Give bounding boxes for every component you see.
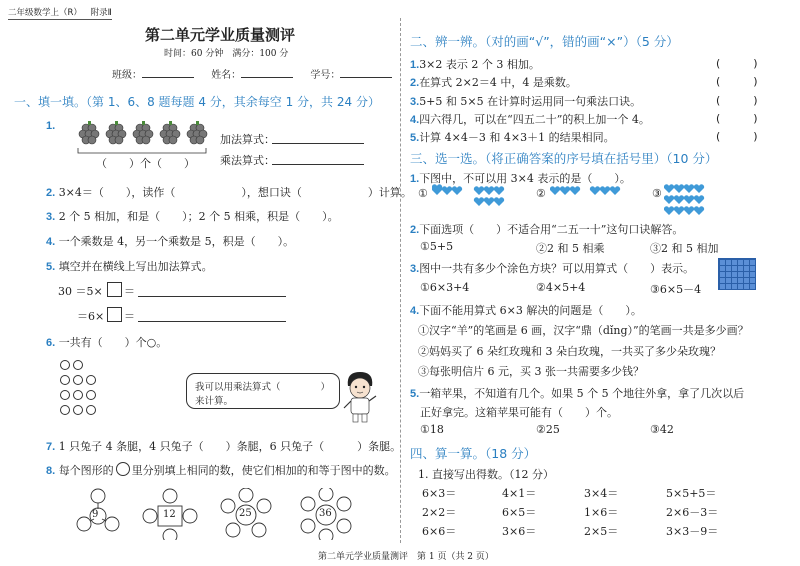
calc-0-0: 6×3＝ xyxy=(422,487,457,500)
q5-row1-text: 30 ＝5× xyxy=(58,285,103,298)
hearts-group-1-icon xyxy=(432,184,532,210)
p3-q4-opt3[interactable]: ③每张明信片 6 元，买 3 张一共需要多少钱？ xyxy=(418,365,644,378)
p2-q5-number: 5. xyxy=(410,132,420,144)
p3-q5-opt1[interactable]: ①18 xyxy=(420,423,444,436)
p3-q3-opt3[interactable]: ③6×5－4 xyxy=(650,283,702,296)
q8-text-b: 里分别填上相同的数，使它们相加的和等于图中的数。 xyxy=(131,464,396,477)
p3-q4-opt2[interactable]: ②妈妈买了 6 朵红玫瑰和 3 朵白玫瑰，一共买了多少朵玫瑰？ xyxy=(418,345,721,358)
p3-q1-text: 下图中，不可以用 3×4 表示的是（ ）。 xyxy=(419,172,631,185)
appendix-label: 附录Ⅱ xyxy=(90,8,112,18)
p2-q2-text: 在算式 2×2＝4 中，4 是乘数。 xyxy=(419,76,577,89)
p3-q2-opt3[interactable]: ③2 和 5 相加 xyxy=(650,242,719,255)
p2-q3-answer[interactable]: ( ) xyxy=(716,94,758,107)
q8-shapes xyxy=(70,488,390,540)
q1-add-answer-line[interactable] xyxy=(272,143,364,144)
p3-q3-opt2[interactable]: ②4×5+4 xyxy=(536,281,586,294)
p3-q4-text: 下面不能用算式 6×3 解决的问题是（ ）。 xyxy=(419,304,642,317)
q5-number: 5. xyxy=(46,261,56,273)
p2-q1-text: 3×2 表示 2 个 3 相加。 xyxy=(419,58,540,71)
part3-heading: 三、选一选。（将正确答案的序号填在括号里）（10 分） xyxy=(410,151,718,166)
shape-value-3: 25 xyxy=(239,508,252,519)
exam-meta: 时间：60 分钟 满分：100 分 xyxy=(164,49,289,59)
p3-q3-text: 图中一共有多少个涂色方块？可以用算式（ ）表示。 xyxy=(419,262,695,275)
calc-2-1: 3×6＝ xyxy=(502,525,537,538)
calc-0-2: 3×4＝ xyxy=(584,487,619,500)
book-title: 二年级数学上（R） xyxy=(8,8,82,18)
name-field[interactable] xyxy=(241,77,293,78)
q5-text: 填空并在横线上写出加法算式。 xyxy=(58,260,213,273)
circle-icon xyxy=(60,390,70,400)
p3-q1-opt3-label[interactable]: ③ xyxy=(652,187,662,200)
student-info xyxy=(112,66,392,81)
q1-add-label: 加法算式： xyxy=(220,133,275,146)
calc-0-1: 4×1＝ xyxy=(502,487,537,500)
class-label: 班级： xyxy=(112,70,142,81)
q2-text: 3×4＝（ ），读作（ ），想口诀（ ）计算。 xyxy=(58,186,412,199)
p3-q1-opt1-label[interactable]: ① xyxy=(418,187,428,200)
q2-number: 2. xyxy=(46,187,56,199)
q5 xyxy=(46,258,213,274)
q6-number: 6. xyxy=(46,337,56,349)
p2-q1-answer[interactable]: ( ) xyxy=(716,57,758,70)
column-divider xyxy=(400,18,402,543)
name-label: 姓名： xyxy=(211,70,242,81)
p3-q1-opt2-label[interactable]: ② xyxy=(536,187,546,200)
q1-mul-label: 乘法算式： xyxy=(220,154,275,167)
q1-brace-label: （ ）个（ ） xyxy=(96,157,195,170)
bubble-line2: 来计算。 xyxy=(195,396,234,407)
calc-0-3: 5×5+5＝ xyxy=(666,487,717,500)
p3-q1-number: 1. xyxy=(410,173,420,185)
circle-icon xyxy=(86,390,96,400)
circle-icon xyxy=(60,375,70,385)
p3-q2-text: 下面选项（ ）不适合用“二五一十”这句口诀解答。 xyxy=(419,223,684,236)
q8-shapes-svg xyxy=(70,488,390,540)
boy-illustration xyxy=(340,368,380,423)
q6-text: 一共有（ ）个○。 xyxy=(58,336,168,349)
p2-q5-text: 计算 4×4－3 和 4×3＋1 的结果相同。 xyxy=(419,131,615,144)
colored-blocks-grid xyxy=(718,258,756,290)
circle-icon xyxy=(86,375,96,385)
p2-q2-number: 2. xyxy=(410,77,420,89)
q8 xyxy=(46,462,396,478)
q7-text: 1 只兔子 4 条腿，4 只兔子（ ）条腿，6 只兔子（ ）条腿。 xyxy=(58,440,402,453)
shape-value-4: 36 xyxy=(319,508,332,519)
circle-icon xyxy=(73,405,83,415)
hearts-group-3-icon xyxy=(664,183,709,219)
q5-row2-box[interactable] xyxy=(107,307,122,322)
id-label: 学号： xyxy=(310,70,341,81)
p3-q2-number: 2. xyxy=(410,224,420,236)
p2-q3-number: 3. xyxy=(410,96,420,108)
q5-row2-line[interactable] xyxy=(138,321,286,322)
q6 xyxy=(46,334,167,350)
q3-text: 2 个 5 相加，和是（ ）；2 个 5 相乘，积是（ ）。 xyxy=(58,210,339,223)
q1-number: 1. xyxy=(46,120,56,132)
book-header xyxy=(8,6,112,20)
q4-number: 4. xyxy=(46,236,56,248)
shape-value-1: 9 xyxy=(92,509,99,520)
bubble-line1-end: ） xyxy=(320,382,331,393)
part1-heading: 一、填一填。（第 1、6、8 题每题 4 分，其余每空 1 分，共 24 分） xyxy=(14,95,380,109)
p3-q5-line2: 正好拿完。这箱苹果可能有（ ）个。 xyxy=(420,406,618,419)
bubble-line1: 我可以用乘法算式（ xyxy=(195,382,281,393)
p2-q4-answer[interactable]: ( ) xyxy=(716,112,758,125)
p3-q5-opt3[interactable]: ③42 xyxy=(650,423,674,436)
q5-row2-text: ＝6× xyxy=(77,310,105,323)
q5-row1-box[interactable] xyxy=(107,282,122,297)
p3-q5-number: 5. xyxy=(410,388,420,400)
q2 xyxy=(46,184,412,200)
p2-q3-text: 5+5 和 5×5 在计算时运用同一句乘法口诀。 xyxy=(419,95,642,108)
circle-icon xyxy=(73,375,83,385)
p2-q5-answer[interactable]: ( ) xyxy=(716,130,758,143)
q8-number: 8. xyxy=(46,465,56,477)
calc-1-1: 6×5＝ xyxy=(502,506,537,519)
id-field[interactable] xyxy=(340,77,392,78)
circle-icon xyxy=(60,405,70,415)
q4 xyxy=(46,233,294,249)
calc-1-2: 1×6＝ xyxy=(584,506,619,519)
p2-q4-number: 4. xyxy=(410,114,420,126)
calc-2-3: 3×3－9＝ xyxy=(666,525,719,538)
p3-q2-opt1[interactable]: ①5+5 xyxy=(420,240,454,253)
q3 xyxy=(46,208,339,224)
q4-text: 一个乘数是 4，另一个乘数是 5，积是（ ）。 xyxy=(58,235,295,248)
q7 xyxy=(46,438,401,454)
circle-icon xyxy=(86,405,96,415)
p2-q4-text: 四六得几，可以在“四五二十”的积上加一个 4。 xyxy=(419,113,650,126)
p2-q2-answer[interactable]: ( ) xyxy=(716,75,758,88)
calc-1-3: 2×6－3＝ xyxy=(666,506,719,519)
shape-value-2: 12 xyxy=(163,509,176,520)
hearts-group-2-icon xyxy=(550,184,630,210)
circle-icon xyxy=(73,360,83,370)
p3-q3-opt1[interactable]: ①6×3+4 xyxy=(420,281,470,294)
circle-icon xyxy=(60,360,70,370)
part4-heading: 四、算一算。（18 分） xyxy=(410,446,537,461)
page-footer: 第二单元学业质量测评 第 1 页（共 2 页） xyxy=(318,552,494,562)
q5-row1-line[interactable] xyxy=(138,296,286,297)
circle-icon xyxy=(73,390,83,400)
p3-q5-line1: 一箱苹果，不知道有几个。如果 5 个 5 个地往外拿，拿了几次以后 xyxy=(419,387,745,400)
q8-text-a: 每个图形的 xyxy=(58,464,114,477)
calc-1-0: 2×2＝ xyxy=(422,506,457,519)
p2-q1-number: 1. xyxy=(410,59,420,71)
part2-heading: 二、辨一辨。（对的画“√”，错的画“×”）（5 分） xyxy=(410,34,679,49)
boy-icon xyxy=(340,368,380,423)
p3-q4-number: 4. xyxy=(410,305,420,317)
p3-q2-opt2[interactable]: ②2 和 5 相乘 xyxy=(536,242,605,255)
p3-q5-opt2[interactable]: ②25 xyxy=(536,423,560,436)
q3-number: 3. xyxy=(46,211,56,223)
q1-mul-answer-line[interactable] xyxy=(272,164,364,165)
calc-2-2: 2×5＝ xyxy=(584,525,619,538)
p3-q4-opt1[interactable]: ①汉字“羊”的笔画是 6 画，汉字“鼎（dǐng）”的笔画一共是多少画？ xyxy=(418,324,749,337)
part4-sub: 1. 直接写出得数。（12 分） xyxy=(418,468,554,481)
calc-2-0: 6×6＝ xyxy=(422,525,457,538)
q6-speech-bubble xyxy=(186,373,340,409)
q7-number: 7. xyxy=(46,441,56,453)
class-field[interactable] xyxy=(142,77,194,78)
p3-q3-number: 3. xyxy=(410,263,420,275)
circle-icon xyxy=(116,462,130,476)
exam-title: 第二单元学业质量测评 xyxy=(145,26,296,44)
